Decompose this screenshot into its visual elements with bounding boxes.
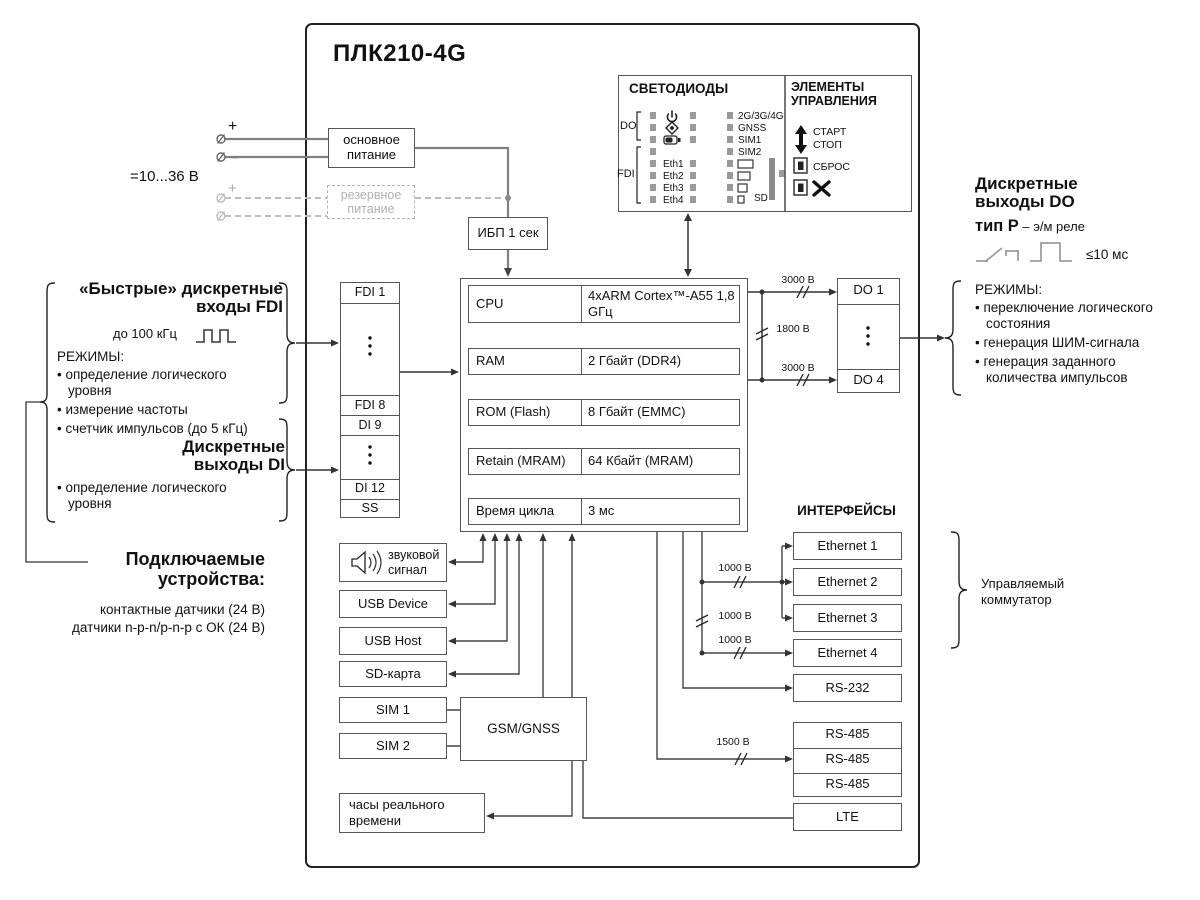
do-column — [837, 278, 900, 393]
ram-row — [468, 348, 740, 375]
fdi-title: «Быстрые» дискретные входы FDI — [79, 279, 283, 317]
do-info-title: Дискретные выходы DO — [975, 174, 1078, 212]
main-power-box: основное питание — [328, 128, 415, 168]
led-do-group-label: DO — [620, 120, 637, 132]
cycle-time-label: Время цикла — [469, 499, 582, 524]
do-type-line — [975, 217, 1085, 236]
rom-row-label: ROM (Flash) — [469, 400, 582, 425]
cycle-time-row — [468, 498, 740, 525]
iso-1500v: 1500 В — [716, 736, 750, 748]
ram-row-label: RAM — [469, 349, 582, 374]
rs485-box: RS-485 — [825, 776, 870, 791]
devices-title: Подключаемые устройства: — [125, 549, 265, 590]
io-ss-cell: SS — [361, 501, 379, 515]
cpu-row-label: CPU — [469, 286, 582, 322]
rtc-label: часы реального времени — [349, 797, 445, 828]
page-title: ПЛК210-4G — [333, 40, 467, 67]
cpu-row — [468, 285, 740, 323]
do-type-rest: – э/м реле — [1022, 219, 1085, 234]
di-title: Дискретные выходы DI — [182, 437, 285, 475]
ethernet-group-brace — [951, 532, 967, 648]
stop-label: СТОП — [813, 139, 842, 151]
iso-1000v-mid: 1000 В — [718, 610, 752, 622]
rs485-box: RS-485 — [825, 751, 870, 766]
cycle-time-value: 3 мс — [588, 503, 615, 519]
retain-row-label: Retain (MRAM) — [469, 449, 582, 474]
power-minus-label: − — [230, 150, 240, 167]
ethernet2-box: Ethernet 2 — [793, 568, 902, 596]
rs485-stack — [793, 722, 902, 797]
iso-1000v-eth4: 1000 В — [718, 634, 752, 646]
backup-power-box: резервное питание — [327, 185, 415, 219]
fdi-freq-label: до 100 кГц — [113, 326, 177, 341]
ram-row-value: 2 Гбайт (DDR4) — [588, 353, 682, 369]
do-pulse-icon — [1030, 243, 1072, 261]
reset-label: СБРОС — [813, 161, 850, 173]
do-modes-brace — [945, 281, 961, 395]
sim1-box: SIM 1 — [339, 697, 447, 723]
do-mode-item: • генерация ШИМ-сигнала — [975, 335, 1180, 351]
io-column — [340, 282, 400, 518]
rom-row — [468, 399, 740, 426]
led-sim2-label: SIM2 — [738, 147, 762, 158]
fdi-modes-title: РЕЖИМЫ: — [57, 349, 125, 364]
led-panel-title: СВЕТОДИОДЫ — [629, 81, 729, 96]
fdi-mode-item: • измерение частоты — [57, 402, 302, 418]
ethernet4-box: Ethernet 4 — [793, 639, 902, 667]
rs485-box: RS-485 — [825, 726, 870, 741]
relay-contact-icon — [976, 248, 1018, 261]
led-sim1-label: SIM1 — [738, 135, 762, 146]
sound-box — [339, 543, 447, 582]
do-pulse-label: ≤10 мс — [1086, 247, 1129, 262]
sound-label: звуковой сигнал — [388, 548, 440, 577]
do-type-bold: тип Р — [975, 217, 1019, 235]
ethernet1-box: Ethernet 1 — [793, 532, 902, 560]
device-item: датчики n-p-n/p-n-p с ОК (24 В) — [72, 619, 265, 635]
fdi-pulse-icon — [196, 330, 236, 342]
fdi-mode-item: • счетчик импульсов (до 5 кГц) — [57, 421, 302, 437]
retain-row — [468, 448, 740, 475]
led-eth1-label: Eth1 — [663, 159, 684, 170]
rtc-box — [339, 793, 485, 833]
ups-box: ИБП 1 сек — [468, 217, 548, 250]
backup-plus-label: + — [228, 180, 237, 197]
interfaces-title: ИНТЕРФЕЙСЫ — [797, 503, 896, 518]
rs232-box: RS-232 — [793, 674, 902, 702]
power-terminal-icons — [217, 135, 225, 221]
io-di12-cell: DI 12 — [355, 481, 385, 495]
do1-cell: DO 1 — [853, 282, 884, 297]
fdi-mode-item: • определение логического уровня — [57, 367, 257, 399]
iso-1000v-eth123: 1000 В — [718, 562, 752, 574]
controls-panel-title: ЭЛЕМЕНТЫ УПРАВЛЕНИЯ — [791, 80, 877, 109]
led-fdi-group-label: FDI — [617, 168, 635, 180]
managed-switch-label: Управляемый коммутатор — [981, 576, 1065, 607]
di-mode-item: • определение логического уровня — [57, 480, 257, 512]
led-eth4-label: Eth4 — [663, 195, 684, 206]
do4-cell: DO 4 — [853, 372, 884, 387]
iso-3000v-top: 3000 В — [781, 274, 815, 286]
iso-1800v: 1800 В — [776, 323, 810, 335]
io-fdi8-cell: FDI 8 — [354, 398, 386, 412]
power-voltage-label: =10...36 В — [130, 168, 199, 185]
io-di9-cell: DI 9 — [358, 418, 382, 432]
rom-row-value: 8 Гбайт (EMMC) — [588, 404, 686, 420]
sim2-box: SIM 2 — [339, 733, 447, 759]
retain-row-value: 64 Кбайт (MRAM) — [588, 453, 694, 469]
sd-slot-label: SD — [754, 193, 768, 204]
usb-host-box: USB Host — [339, 627, 447, 655]
lte-box: LTE — [793, 803, 902, 831]
ethernet3-box: Ethernet 3 — [793, 604, 902, 632]
start-label: СТАРТ — [813, 126, 847, 138]
led-gnss-label: GNSS — [738, 123, 767, 134]
led-eth2-label: Eth2 — [663, 171, 684, 182]
io-fdi1-cell: FDI 1 — [354, 285, 386, 299]
do-mode-item: • переключение логического состояния — [975, 300, 1180, 332]
gsm-gnss-box: GSM/GNSS — [460, 697, 587, 761]
iso-3000v-bottom: 3000 В — [781, 362, 815, 374]
cpu-row-value: 4xARM Cortex™-A55 1,8 GГц — [588, 288, 735, 319]
led-eth3-label: Eth3 — [663, 183, 684, 194]
power-plus-label: + — [228, 118, 238, 135]
led-cell-label: 2G/3G/4G — [738, 111, 784, 122]
sd-card-box: SD-карта — [339, 661, 447, 687]
do-mode-item: • генерация заданного количества импульсов — [975, 354, 1180, 386]
do-modes-title: РЕЖИМЫ: — [975, 282, 1043, 297]
usb-device-box: USB Device — [339, 590, 447, 618]
device-item: контактные датчики (24 В) — [99, 602, 265, 617]
